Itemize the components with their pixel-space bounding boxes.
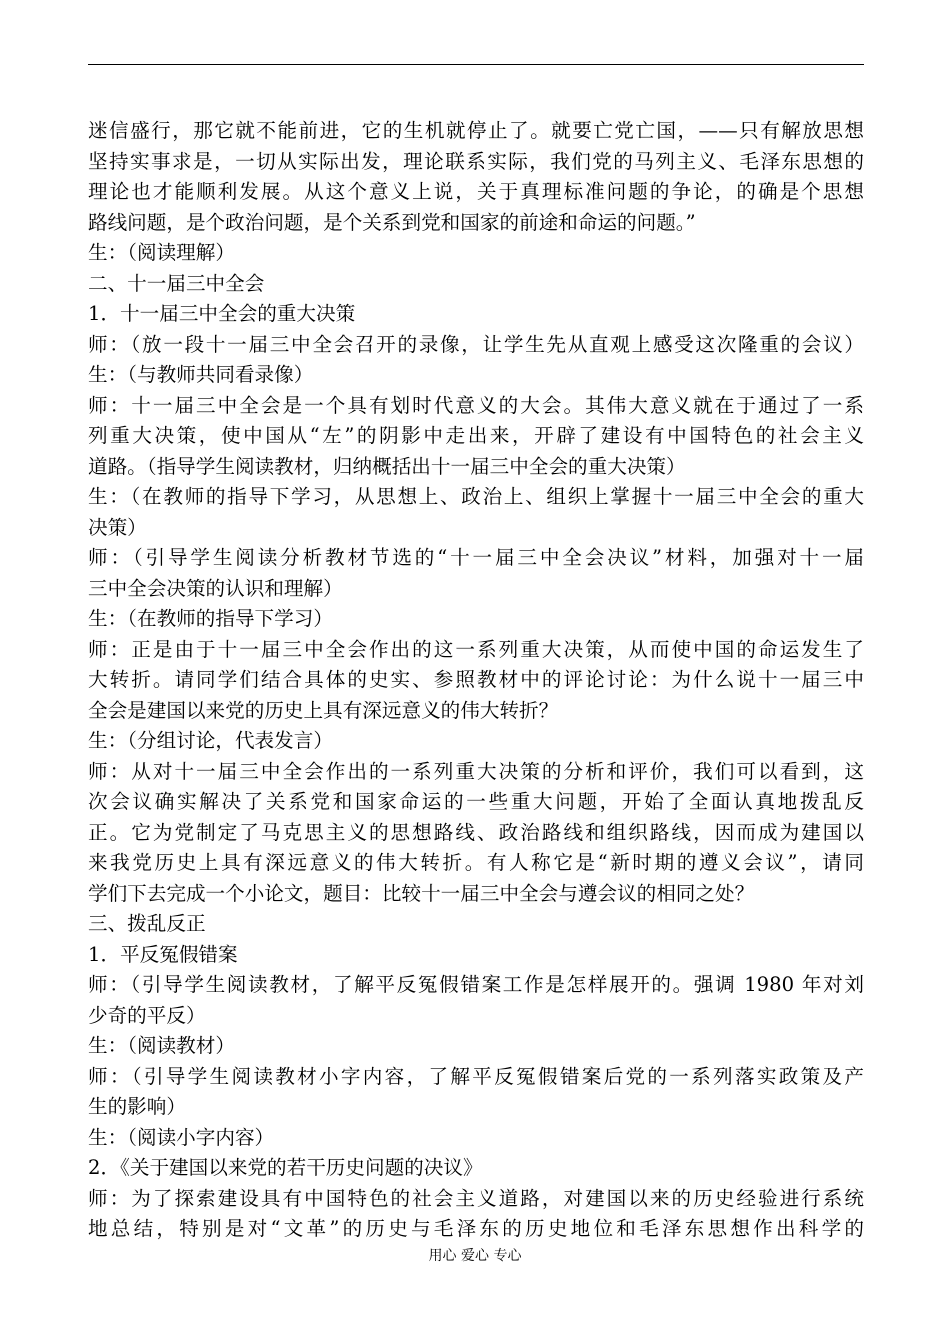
text-line: 少奇的平反）: [88, 1003, 206, 1027]
text-line: 2．《关于建国以来党的若干历史问题的决议》: [88, 1156, 483, 1179]
header-rule: [88, 64, 864, 65]
text-line: 三、拨乱反正: [88, 912, 206, 935]
text-line: 理论也才能顺利发展。从这个意义上说，关于真理标准问题的争论，的确是个思想: [88, 180, 864, 203]
text-line: 生：（分组讨论，代表发言）: [88, 729, 333, 752]
document-body: [88, 116, 864, 1245]
text-line: 师：（引导学生阅读分析教材节选的“十一届三中全会决议”材料，加强对十一届: [88, 546, 864, 569]
text-line: 1．十一届三中全会的重大决策: [88, 302, 356, 325]
text-line: 路线问题，是个政治问题，是个关系到党和国家的前途和命运的问题。”: [88, 210, 696, 234]
text-line: 师：（引导学生阅读教材小字内容，了解平反冤假错案后党的一系列落实政策及产: [88, 1064, 864, 1088]
text-line: 学们下去完成一个小论文，题目：比较十一届三中全会与遵会议的相同之处？: [88, 881, 755, 905]
text-line: 道路。（指导学生阅读教材，归纳概括出十一届三中全会的重大决策）: [88, 454, 686, 478]
text-line: 地总结，特别是对“文革”的历史与毛泽东的历史地位和毛泽东思想作出科学的: [88, 1217, 864, 1240]
text-line: 次会议确实解决了关系党和国家命运的一些重大问题，开始了全面认真地拨乱反: [88, 790, 864, 813]
text-line: 生：（阅读理解）: [88, 241, 235, 264]
text-line: 1．平反冤假错案: [88, 942, 238, 966]
text-line: 迷信盛行，那它就不能前进，它的生机就停止了。就要亡党亡国，——只有解放思想: [88, 119, 864, 142]
text-line: 生：（在教师的指导下学习，从思想上、政治上、组织上掌握十一届三中全会的重大: [88, 485, 864, 508]
text-line: 生：（阅读小字内容）: [88, 1125, 275, 1149]
text-line: 师：为了探索建设具有中国特色的社会主义道路，对建国以来的历史经验进行系统: [88, 1186, 864, 1210]
text-line: 列重大决策，使中国从“左”的阴影中走出来，开辟了建设有中国特色的社会主义: [88, 424, 864, 447]
text-line: 全会是建国以来党的历史上具有深远意义的伟大转折？: [88, 698, 559, 722]
text-line: 二、十一届三中全会: [88, 271, 265, 295]
text-line: 师：（引导学生阅读教材，了解平反冤假错案工作是怎样展开的。强调 1980 年对刘: [88, 973, 864, 996]
text-line: 师：从对十一届三中全会作出的一系列重大决策的分析和评价，我们可以看到，这: [88, 759, 864, 783]
text-line: 生：（阅读教材）: [88, 1034, 235, 1057]
page-footer: 用心 爱心 专心: [428, 1248, 522, 1264]
text-line: 师：（放一段十一届三中全会召开的录像，让学生先从直观上感受这次隆重的会议）: [88, 332, 864, 356]
text-line: 三中全会决策的认识和理解）: [88, 576, 343, 600]
text-line: 生：（与教师共同看录像）: [88, 363, 314, 386]
text-line: 师：正是由于十一届三中全会作出的这一系列重大决策，从而使中国的命运发生了: [88, 637, 864, 661]
text-line: 大转折。请同学们结合具体的史实、参照教材中的评论讨论：为什么说十一届三中: [88, 668, 864, 691]
text-line: 正。它为党制定了马克思主义的思想路线、政治路线和组织路线，因而成为建国以: [88, 820, 864, 844]
text-line: 坚持实事求是，一切从实际出发，理论联系实际，我们党的马列主义、毛泽东思想的: [88, 149, 864, 173]
text-line: 决策）: [88, 515, 147, 539]
text-line: 生：（在教师的指导下学习）: [88, 607, 333, 630]
text-line: 生的影响）: [88, 1095, 186, 1118]
text-line: 师：十一届三中全会是一个具有划时代意义的大会。其伟大意义就在于通过了一系: [88, 393, 864, 417]
text-line: 来我党历史上具有深远意义的伟大转折。有人称它是“新时期的遵义会议”，请同: [88, 851, 864, 874]
